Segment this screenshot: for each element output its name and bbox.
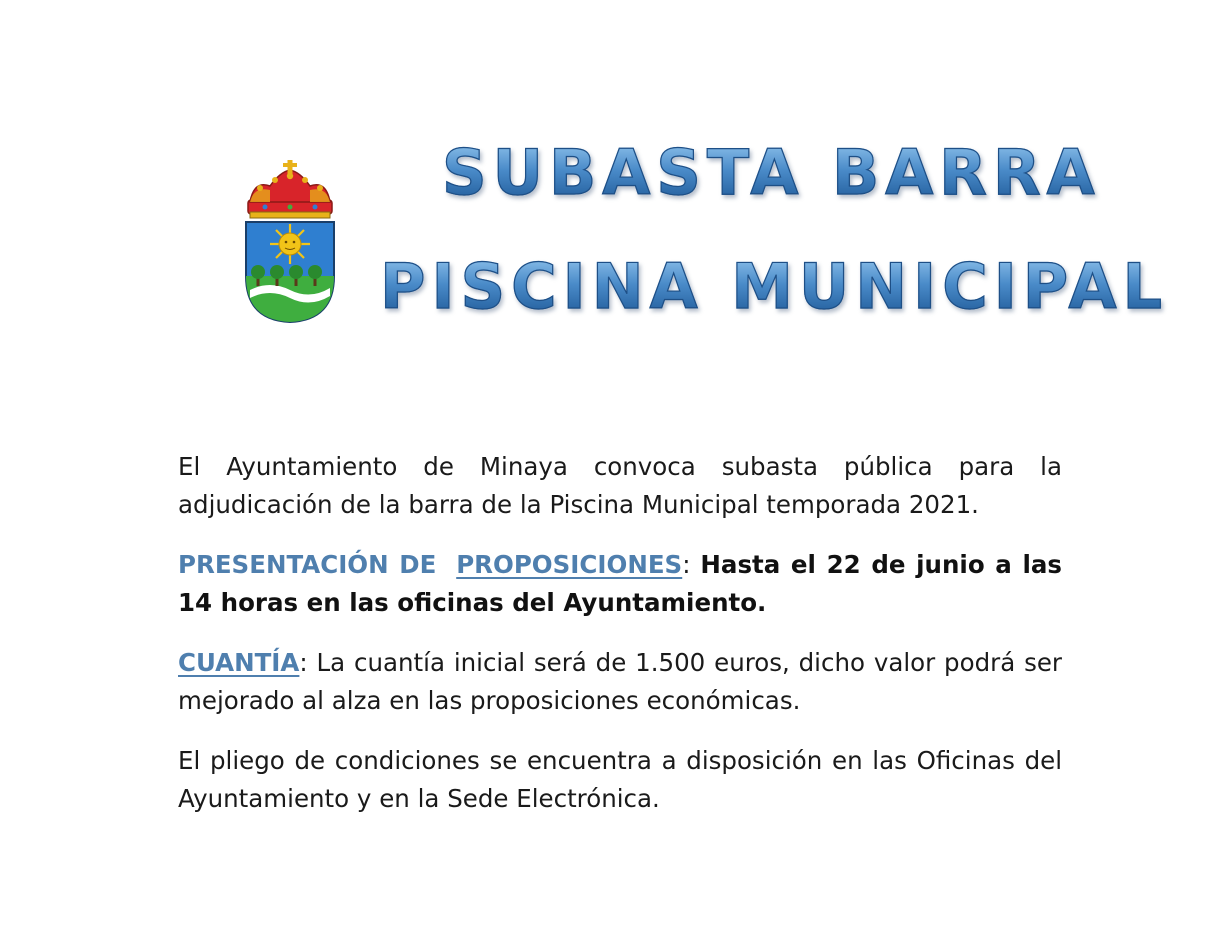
cuantia-label: CUANTÍA [178,648,300,677]
presentacion-label-b: PROPOSICIONES [456,550,683,579]
announcement-body [178,448,1062,840]
intro-paragraph: El Ayuntamiento de Minaya convoca subasta pública para la adjudicación de la barra de la Piscina Municipal temporada 2021. [178,452,1062,519]
cuantia-separator: : [299,648,308,677]
pliego-paragraph: El pliego de condiciones se encuentra a disposición en las Oficinas del Ayuntamiento y en la Sede Electrónica. [178,746,1062,813]
cuantia-paragraph [178,644,1062,720]
sun-icon [270,224,310,264]
presentacion-value: Hasta el 22 de junio a las 14 horas en las oficinas del Ayuntamiento. [178,550,1062,617]
title-line-2: PISCINA MUNICIPAL [380,250,1168,323]
cuantia-value: La cuantía inicial será de 1.500 euros, dicho valor podrá ser mejorado al alza en las proposiciones económicas. [178,648,1062,715]
presentacion-paragraph [178,546,1062,622]
presentacion-label-a: PRESENTACIÓN DE [178,550,437,579]
coat-of-arms-icon [240,158,340,324]
title-line-1: SUBASTA BARRA [442,136,1101,209]
presentacion-separator: : [682,550,691,579]
crown-icon [248,160,332,218]
